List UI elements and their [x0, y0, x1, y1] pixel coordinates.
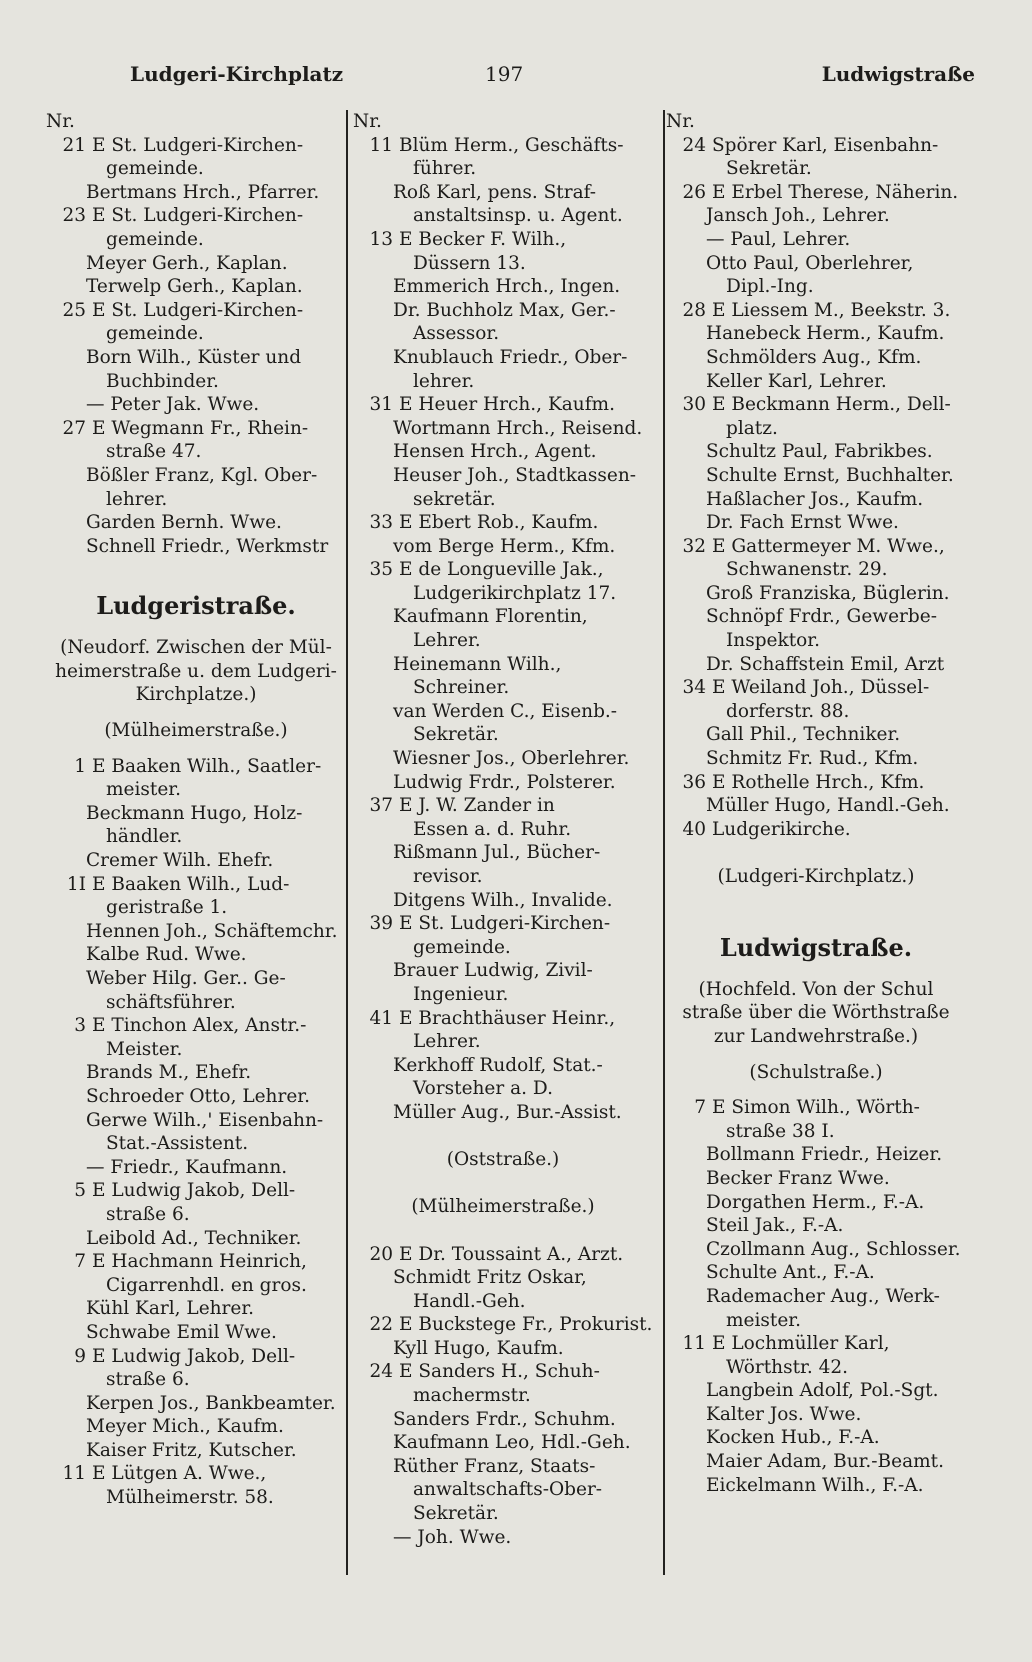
house-number: 21 [62, 134, 86, 156]
entry-text: E Heuer Hrch., Kaufm. [399, 394, 615, 416]
house-entry [666, 1332, 966, 1356]
entry-text: E Brachthäuser Heinr., [399, 1007, 616, 1029]
resident-entry: Dr. Buchholz Max, Ger.- [393, 299, 616, 321]
house-number: 13 [369, 228, 393, 250]
continuation-line: händler. [106, 826, 183, 848]
house-entry [46, 1179, 346, 1203]
resident-entry: Gall Phil., Techniker. [706, 724, 901, 746]
continuation-line: Handl.-Geh. [413, 1290, 526, 1312]
resident-entry: Emmerich Hrch., Ingen. [393, 276, 621, 298]
continuation-line: Sekretär. [413, 1503, 499, 1525]
resident-entry: Dr. Schaffstein Emil, Arzt [706, 653, 945, 675]
header-right: Ludwigstraße [821, 62, 975, 86]
resident-entry: Knublauch Friedr., Ober- [393, 346, 628, 368]
resident-entry: Kyll Hugo, Kaufm. [393, 1337, 564, 1359]
resident-entry: Roß Karl, pens. Straf- [393, 181, 597, 203]
house-entry [353, 393, 653, 417]
entry-text: E Wegmann Fr., Rhein- [92, 417, 309, 439]
house-entry [353, 134, 653, 158]
house-number: 33 [369, 512, 393, 534]
house-number: 11 [62, 1463, 86, 1485]
spacer [353, 1125, 653, 1149]
entry-text: E Ebert Rob., Kaufm. [399, 512, 599, 534]
continuation-line: Düssern 13. [413, 252, 526, 274]
entry-text: E St. Ludgeri-Kirchen- [399, 913, 611, 935]
street-note: (Mülheimerstraße.) [104, 720, 288, 742]
continuation-line: Ludgerikirchplatz 17. [413, 582, 617, 604]
resident-entry: Ludwig Frdr., Polsterer. [393, 771, 616, 793]
resident-entry: Meyer Mich., Kaufm. [86, 1416, 284, 1438]
house-entry [666, 393, 966, 417]
entry-text: E Rothelle Hrch., Kfm. [712, 771, 925, 793]
continuation-line: geristraße 1. [106, 897, 228, 919]
resident-entry: Haßlacher Jos., Kaufm. [706, 488, 924, 510]
resident-entry: Sanders Frdr., Schuhm. [393, 1408, 616, 1430]
resident-entry: Kaufmann Florentin, [393, 606, 588, 628]
resident-entry: Kerpen Jos., Bankbeamter. [86, 1392, 336, 1414]
resident-entry: Kalbe Rud. Wwe. [86, 944, 247, 966]
continuation-line: Essen a. d. Ruhr. [413, 818, 572, 840]
house-number: 7 [74, 1251, 86, 1273]
street-title: Ludwigstraße. [719, 932, 913, 962]
continuation-line: Schwanenstr. 29. [726, 559, 888, 581]
house-number: 34 [682, 677, 706, 699]
resident-entry: Leibold Ad., Techniker. [86, 1227, 302, 1249]
continuation-line: Cigarrenhdl. en gros. [106, 1274, 307, 1296]
house-number: 40 [682, 818, 706, 840]
street-note: heimerstraße u. dem Ludgeri- [55, 660, 337, 682]
entry-text: E St. Ludgeri-Kirchen- [92, 134, 304, 156]
resident-entry: Wortmann Hrch., Reisend. [393, 417, 643, 439]
continuation-line: machermstr. [413, 1385, 531, 1407]
resident-entry: Schwabe Emil Wwe. [86, 1321, 277, 1343]
spacer [46, 558, 346, 594]
resident-entry: Schulte Ernst, Buchhalter. [706, 464, 954, 486]
continuation-line: lehrer. [106, 488, 168, 510]
resident-entry: Bollmann Friedr., Heizer. [706, 1144, 943, 1166]
street-note: (Schulstraße.) [749, 1061, 883, 1083]
resident-entry: — Friedr., Kaufmann. [86, 1156, 288, 1178]
resident-entry: Keller Karl, Lehrer. [706, 370, 887, 392]
continuation-line: gemeinde. [106, 323, 204, 345]
house-entry [46, 873, 346, 897]
resident-entry: Brauer Ludwig, Zivil- [393, 960, 593, 982]
continuation-line: gemeinde. [106, 158, 204, 180]
entry-text: E J. W. Zander in [399, 795, 555, 817]
house-entry [353, 228, 653, 252]
continuation-line: Buchbinder. [106, 370, 219, 392]
continuation-line: Dipl.-Ing. [726, 276, 814, 298]
entry-text: E Dr. Toussaint A., Arzt. [399, 1243, 624, 1265]
house-number: 41 [369, 1007, 393, 1029]
entry-text: E St. Ludgeri-Kirchen- [92, 299, 304, 321]
resident-entry: Bößler Franz, Kgl. Ober- [86, 464, 318, 486]
nr-heading: Nr. [666, 111, 695, 132]
resident-entry: Meyer Gerh., Kaplan. [86, 252, 288, 274]
street-note: Kirchplatze.) [135, 684, 257, 706]
house-number: 5 [74, 1180, 86, 1202]
house-number: 23 [62, 205, 86, 227]
column-2 [353, 110, 653, 1549]
house-number: 39 [369, 913, 393, 935]
house-number: 35 [369, 559, 393, 581]
entry-text: E Baaken Wilh., Saatler- [92, 755, 322, 777]
continuation-line: straße 6. [106, 1203, 190, 1225]
house-number: 24 [682, 134, 706, 156]
entry-text: E Ludwig Jakob, Dell- [92, 1345, 296, 1367]
continuation-line: straße 47. [106, 441, 202, 463]
resident-entry: Rüther Franz, Staats- [393, 1455, 596, 1477]
continuation-line: dorferstr. 88. [726, 700, 850, 722]
resident-entry: Heuser Joh., Stadtkassen- [393, 464, 637, 486]
resident-entry: Schnell Friedr., Werkmstr [86, 535, 329, 557]
resident-entry: Langbein Adolf, Pol.-Sgt. [706, 1380, 939, 1402]
continuation-line: Wörthstr. 42. [726, 1356, 849, 1378]
house-entry [46, 1250, 346, 1274]
entry-text: E Tinchon Alex, Anstr.- [92, 1015, 307, 1037]
column-3 [666, 110, 966, 1497]
house-entry [46, 134, 346, 158]
continuation-line: Sekretär. [726, 158, 812, 180]
street-note: zur Landwehrstraße.) [713, 1025, 919, 1047]
house-entry [666, 134, 966, 158]
resident-entry: Schmidt Fritz Oskar, [393, 1267, 587, 1289]
continuation-line: führer. [413, 158, 477, 180]
entry-text: E de Longueville Jak., [399, 559, 604, 581]
resident-entry: Eickelmann Wilh., F.-A. [706, 1474, 924, 1496]
house-entry [353, 1243, 653, 1267]
house-entry [353, 794, 653, 818]
continuation-line: Meister. [106, 1038, 183, 1060]
spacer [666, 966, 966, 978]
resident-entry: Schroeder Otto, Lehrer. [86, 1085, 310, 1107]
continuation-line: gemeinde. [413, 936, 511, 958]
resident-entry: Hensen Hrch., Agent. [393, 441, 597, 463]
nr-heading: Nr. [46, 111, 75, 132]
house-entry [353, 912, 653, 936]
house-entry [666, 676, 966, 700]
house-number: 3 [74, 1015, 86, 1037]
resident-entry: Kalter Jos. Wwe. [706, 1403, 862, 1425]
resident-entry: Bertmans Hrch., Pfarrer. [86, 181, 320, 203]
resident-entry: Jansch Joh., Lehrer. [706, 205, 890, 227]
entry-text: E Lochmüller Karl, [712, 1333, 890, 1355]
spacer [666, 1084, 966, 1096]
resident-entry: Kocken Hub., F.-A. [706, 1427, 880, 1449]
house-entry [666, 299, 966, 323]
street-title: Ludgeristraße. [96, 591, 296, 621]
house-number: 24 [369, 1361, 393, 1383]
resident-entry: Beckmann Hugo, Holz- [86, 802, 303, 824]
entry-text: E Beckmann Herm., Dell- [712, 394, 951, 416]
street-note: (Oststraße.) [446, 1149, 560, 1171]
entry-text: E Buckstege Fr., Prokurist. [399, 1314, 653, 1336]
entry-text: Ludgerikirche. [712, 818, 851, 840]
entry-text: E Sanders H., Schuh- [399, 1361, 600, 1383]
house-entry [666, 818, 966, 842]
house-entry [46, 1345, 346, 1369]
resident-entry: Schnöpf Frdr., Gewerbe- [706, 606, 937, 628]
house-number: 11 [369, 134, 393, 156]
house-entry [353, 1360, 653, 1384]
continuation-line: sekretär. [413, 488, 496, 510]
entry-text: E Hachmann Heinrich, [92, 1251, 307, 1273]
house-number: 1 [74, 755, 86, 777]
house-entry [46, 1462, 346, 1486]
resident-entry: Brands M., Ehefr. [86, 1062, 252, 1084]
resident-entry: van Werden C., Eisenb.- [393, 700, 618, 722]
house-number: 9 [74, 1345, 86, 1367]
house-number: 7 [694, 1097, 706, 1119]
resident-entry: Rißmann Jul., Bücher- [393, 842, 601, 864]
resident-entry: Maier Adam, Bur.-Beamt. [706, 1451, 944, 1473]
resident-entry: Cremer Wilh. Ehefr. [86, 850, 274, 872]
column-divider [346, 110, 348, 1575]
continuation-line: lehrer. [413, 370, 475, 392]
continuation-line: schäftsführer. [106, 991, 236, 1013]
resident-entry: Garden Bernh. Wwe. [86, 512, 282, 534]
spacer [46, 743, 346, 755]
resident-entry: — Paul, Lehrer. [706, 228, 851, 250]
continuation-line: anwaltschafts-Ober- [413, 1479, 603, 1501]
continuation-line: Schreiner. [413, 677, 510, 699]
resident-entry: Born Wilh., Küster und [86, 346, 302, 368]
resident-entry: Schultz Paul, Fabrikbes. [706, 441, 933, 463]
resident-entry: Czollmann Aug., Schlosser. [706, 1238, 961, 1260]
header-left: Ludgeri-Kirchplatz [130, 62, 344, 86]
street-note: (Hochfeld. Von der Schul [698, 978, 934, 1000]
entry-text: E Ludwig Jakob, Dell- [92, 1180, 296, 1202]
resident-entry: Rademacher Aug., Werk- [706, 1285, 940, 1307]
spacer [666, 841, 966, 865]
nr-heading: Nr. [353, 111, 382, 132]
resident-entry: Terwelp Gerh., Kaplan. [86, 276, 303, 298]
continuation-line: gemeinde. [106, 228, 204, 250]
resident-entry: Kühl Karl, Lehrer. [86, 1298, 255, 1320]
spacer [353, 1172, 653, 1196]
house-entry [353, 1007, 653, 1031]
house-entry [46, 1014, 346, 1038]
house-number: 27 [62, 417, 86, 439]
house-entry [666, 1096, 966, 1120]
house-number: 1I [66, 873, 86, 895]
spacer [46, 624, 346, 636]
resident-entry: — Joh. Wwe. [393, 1526, 512, 1548]
continuation-line: straße 38 I. [726, 1120, 835, 1142]
entry-text: E Simon Wilh., Wörth- [712, 1097, 920, 1119]
page-header [40, 60, 985, 100]
continuation-line: Mülheimerstr. 58. [106, 1487, 274, 1509]
entry-text: Spörer Karl, Eisenbahn- [712, 134, 939, 156]
continuation-line: Assessor. [413, 323, 500, 345]
continuation-line: Inspektor. [726, 630, 820, 652]
house-entry [46, 417, 346, 441]
resident-entry: Hanebeck Herm., Kaufm. [706, 323, 945, 345]
spacer [353, 1219, 653, 1243]
continuation-line: revisor. [413, 866, 483, 887]
page-number: 197 [485, 62, 524, 86]
house-number: 26 [682, 181, 706, 203]
resident-entry: Schmitz Fr. Rud., Kfm. [706, 748, 919, 770]
street-note: (Mülheimerstraße.) [411, 1196, 595, 1218]
house-number: 25 [62, 299, 86, 321]
entry-text: E St. Ludgeri-Kirchen- [92, 205, 304, 227]
resident-entry: Heinemann Wilh., [393, 653, 562, 675]
house-entry [353, 511, 653, 535]
entry-text: E Erbel Therese, Näherin. [712, 181, 959, 203]
house-number: 11 [682, 1333, 706, 1355]
continuation-line: Lehrer. [413, 1031, 481, 1053]
continuation-line: Lehrer. [413, 630, 481, 652]
spacer [666, 1049, 966, 1061]
entry-text: E Lütgen A. Wwe., [92, 1463, 267, 1485]
resident-entry: Kaiser Fritz, Kutscher. [86, 1439, 297, 1461]
continuation-line: Stat.-Assistent. [106, 1133, 249, 1155]
house-entry [666, 771, 966, 795]
resident-entry: Otto Paul, Oberlehrer, [706, 252, 914, 274]
resident-entry: Schulte Ant., F.-A. [706, 1262, 875, 1284]
house-entry [666, 181, 966, 205]
resident-entry: Dorgathen Herm., F.-A. [706, 1191, 925, 1213]
continuation-line: anstaltsinsp. u. Agent. [413, 205, 623, 227]
street-note: straße über die Wörthstraße [682, 1002, 950, 1024]
resident-entry: Müller Aug., Bur.-Assist. [393, 1101, 622, 1123]
resident-entry: Dr. Fach Ernst Wwe. [706, 512, 899, 534]
street-note: (Ludgeri-Kirchplatz.) [717, 866, 915, 887]
house-entry [46, 204, 346, 228]
house-entry [46, 299, 346, 323]
continuation-line: Sekretär. [413, 724, 499, 746]
resident-entry: vom Berge Herm., Kfm. [393, 535, 616, 557]
resident-entry: Kerkhoff Rudolf, Stat.- [393, 1054, 603, 1076]
entry-text: E Baaken Wilh., Lud- [92, 873, 290, 895]
resident-entry: Ditgens Wilh., Invalide. [393, 889, 613, 911]
spacer [46, 707, 346, 719]
resident-entry: Müller Hugo, Handl.-Geh. [706, 795, 950, 817]
resident-entry: Groß Franziska, Büglerin. [706, 582, 950, 604]
house-entry [666, 535, 966, 559]
continuation-line: meister. [106, 779, 181, 801]
resident-entry: Kaufmann Leo, Hdl.-Geh. [393, 1432, 631, 1454]
house-number: 32 [682, 535, 706, 557]
house-number: 36 [682, 771, 706, 793]
column-divider [663, 110, 665, 1575]
continuation-line: straße 6. [106, 1369, 190, 1391]
continuation-line: meister. [726, 1309, 801, 1331]
house-number: 30 [682, 394, 706, 416]
resident-entry: Wiesner Jos., Oberlehrer. [393, 748, 630, 770]
resident-entry: Hennen Joh., Schäftemchr. [86, 920, 338, 942]
entry-text: E Liessem M., Beekstr. 3. [712, 299, 951, 321]
entry-text: E Gattermeyer M. Wwe., [712, 535, 945, 557]
entry-text: Blüm Herm., Geschäfts- [399, 134, 624, 156]
house-number: 31 [369, 394, 393, 416]
resident-entry: — Peter Jak. Wwe. [86, 394, 260, 416]
house-entry [353, 1313, 653, 1337]
resident-entry: Schmölders Aug., Kfm. [706, 346, 922, 368]
street-note: (Neudorf. Zwischen der Mül- [60, 637, 332, 659]
house-number: 37 [369, 795, 393, 817]
resident-entry: Weber Hilg. Ger.. Ge- [86, 968, 286, 989]
house-entry [46, 755, 346, 779]
continuation-line: Vorsteher a. D. [413, 1078, 553, 1100]
resident-entry: Gerwe Wilh.,' Eisenbahn- [86, 1109, 324, 1131]
continuation-line: platz. [726, 417, 778, 439]
house-number: 20 [369, 1243, 393, 1265]
entry-text: E Becker F. Wilh., [399, 228, 567, 250]
house-number: 22 [369, 1314, 393, 1336]
column-1 [46, 110, 346, 1510]
resident-entry: Steil Jak., F.-A. [706, 1215, 844, 1237]
entry-text: E Weiland Joh., Düssel- [712, 677, 930, 699]
house-number: 28 [682, 299, 706, 321]
spacer [666, 889, 966, 913]
house-entry [353, 558, 653, 582]
continuation-line: Ingenieur. [413, 983, 509, 1005]
resident-entry: Becker Franz Wwe. [706, 1167, 890, 1189]
